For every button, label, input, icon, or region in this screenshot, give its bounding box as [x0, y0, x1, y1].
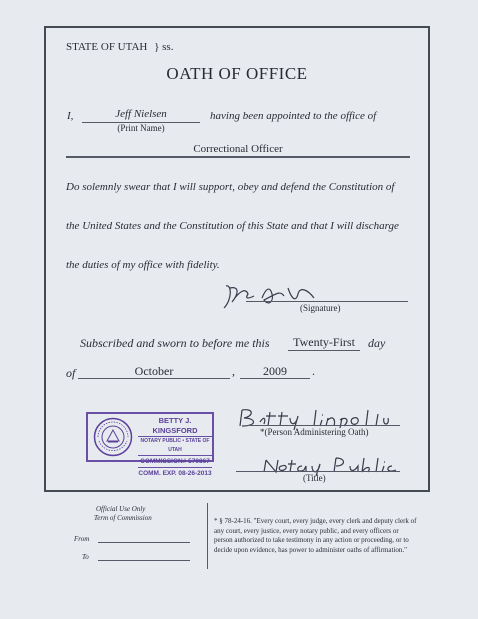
period: .	[312, 364, 315, 378]
month-value: October	[134, 364, 174, 378]
print-name-caption: (Print Name)	[117, 123, 165, 133]
printed-name: Jeff Nielsen	[115, 108, 167, 120]
i-label: I,	[67, 110, 74, 122]
document-title: OATH OF OFFICE	[166, 64, 308, 83]
stamp-commission: COMMISSION# 579867	[138, 455, 212, 467]
footer-divider	[207, 503, 208, 569]
office-line	[66, 156, 410, 158]
comma: ,	[232, 364, 235, 378]
month-line	[78, 378, 230, 379]
to-label: To	[82, 553, 89, 561]
stamp-expiry: COMM. EXP. 08-26-2013	[138, 467, 212, 479]
stamp-text-block	[138, 416, 212, 479]
year-value: 2009	[263, 364, 287, 378]
title-line	[236, 471, 400, 472]
ss-label: } ss.	[154, 41, 174, 53]
of-label: of	[66, 366, 76, 380]
signature-caption: (Signature)	[300, 303, 341, 313]
administering-caption: *(Person Administering Oath)	[260, 427, 369, 437]
from-line[interactable]	[98, 542, 190, 543]
year-line	[240, 378, 310, 379]
title-caption: (Title)	[303, 473, 326, 483]
day-label: day	[368, 336, 386, 350]
oath-line-3: the duties of my office with fidelity.	[66, 259, 220, 271]
oath-line-2: the United States and the Constitution of this State and that I will discharge	[66, 220, 399, 232]
from-label: From	[74, 535, 90, 543]
signature-line	[246, 301, 408, 302]
day-line	[288, 350, 360, 351]
statute-text: * § 78-24-16. "Every court, every judge, every clerk and deputy clerk of any court, every justice, every notary public, and every officers or person authorized to take testimony in any action or proceeding, or to decide upon evidence, has power to administer oaths of affirmation."	[214, 517, 417, 554]
notary-seal-icon	[93, 417, 133, 457]
official-use-label: Official Use Only	[96, 505, 146, 513]
notary-stamp	[86, 412, 214, 477]
term-label: Term of Commission	[94, 514, 152, 522]
stamp-state: NOTARY PUBLIC • STATE OF UTAH	[138, 436, 212, 455]
administering-line	[246, 425, 400, 426]
title-signature	[262, 452, 402, 476]
stamp-name: BETTY J. KINGSFORD	[152, 416, 198, 435]
oath-line-1: Do solemnly swear that I will support, obey and defend the Constitution of	[66, 181, 395, 193]
day-value: Twenty-First	[293, 335, 355, 349]
state-header	[66, 41, 173, 53]
state-label: STATE OF UTAH	[66, 41, 148, 53]
subscribed-text: Subscribed and sworn to before me this	[80, 336, 270, 350]
appointed-text: having been appointed to the office of	[210, 110, 377, 122]
to-line[interactable]	[98, 560, 190, 561]
office-title: Correctional Officer	[193, 143, 283, 155]
